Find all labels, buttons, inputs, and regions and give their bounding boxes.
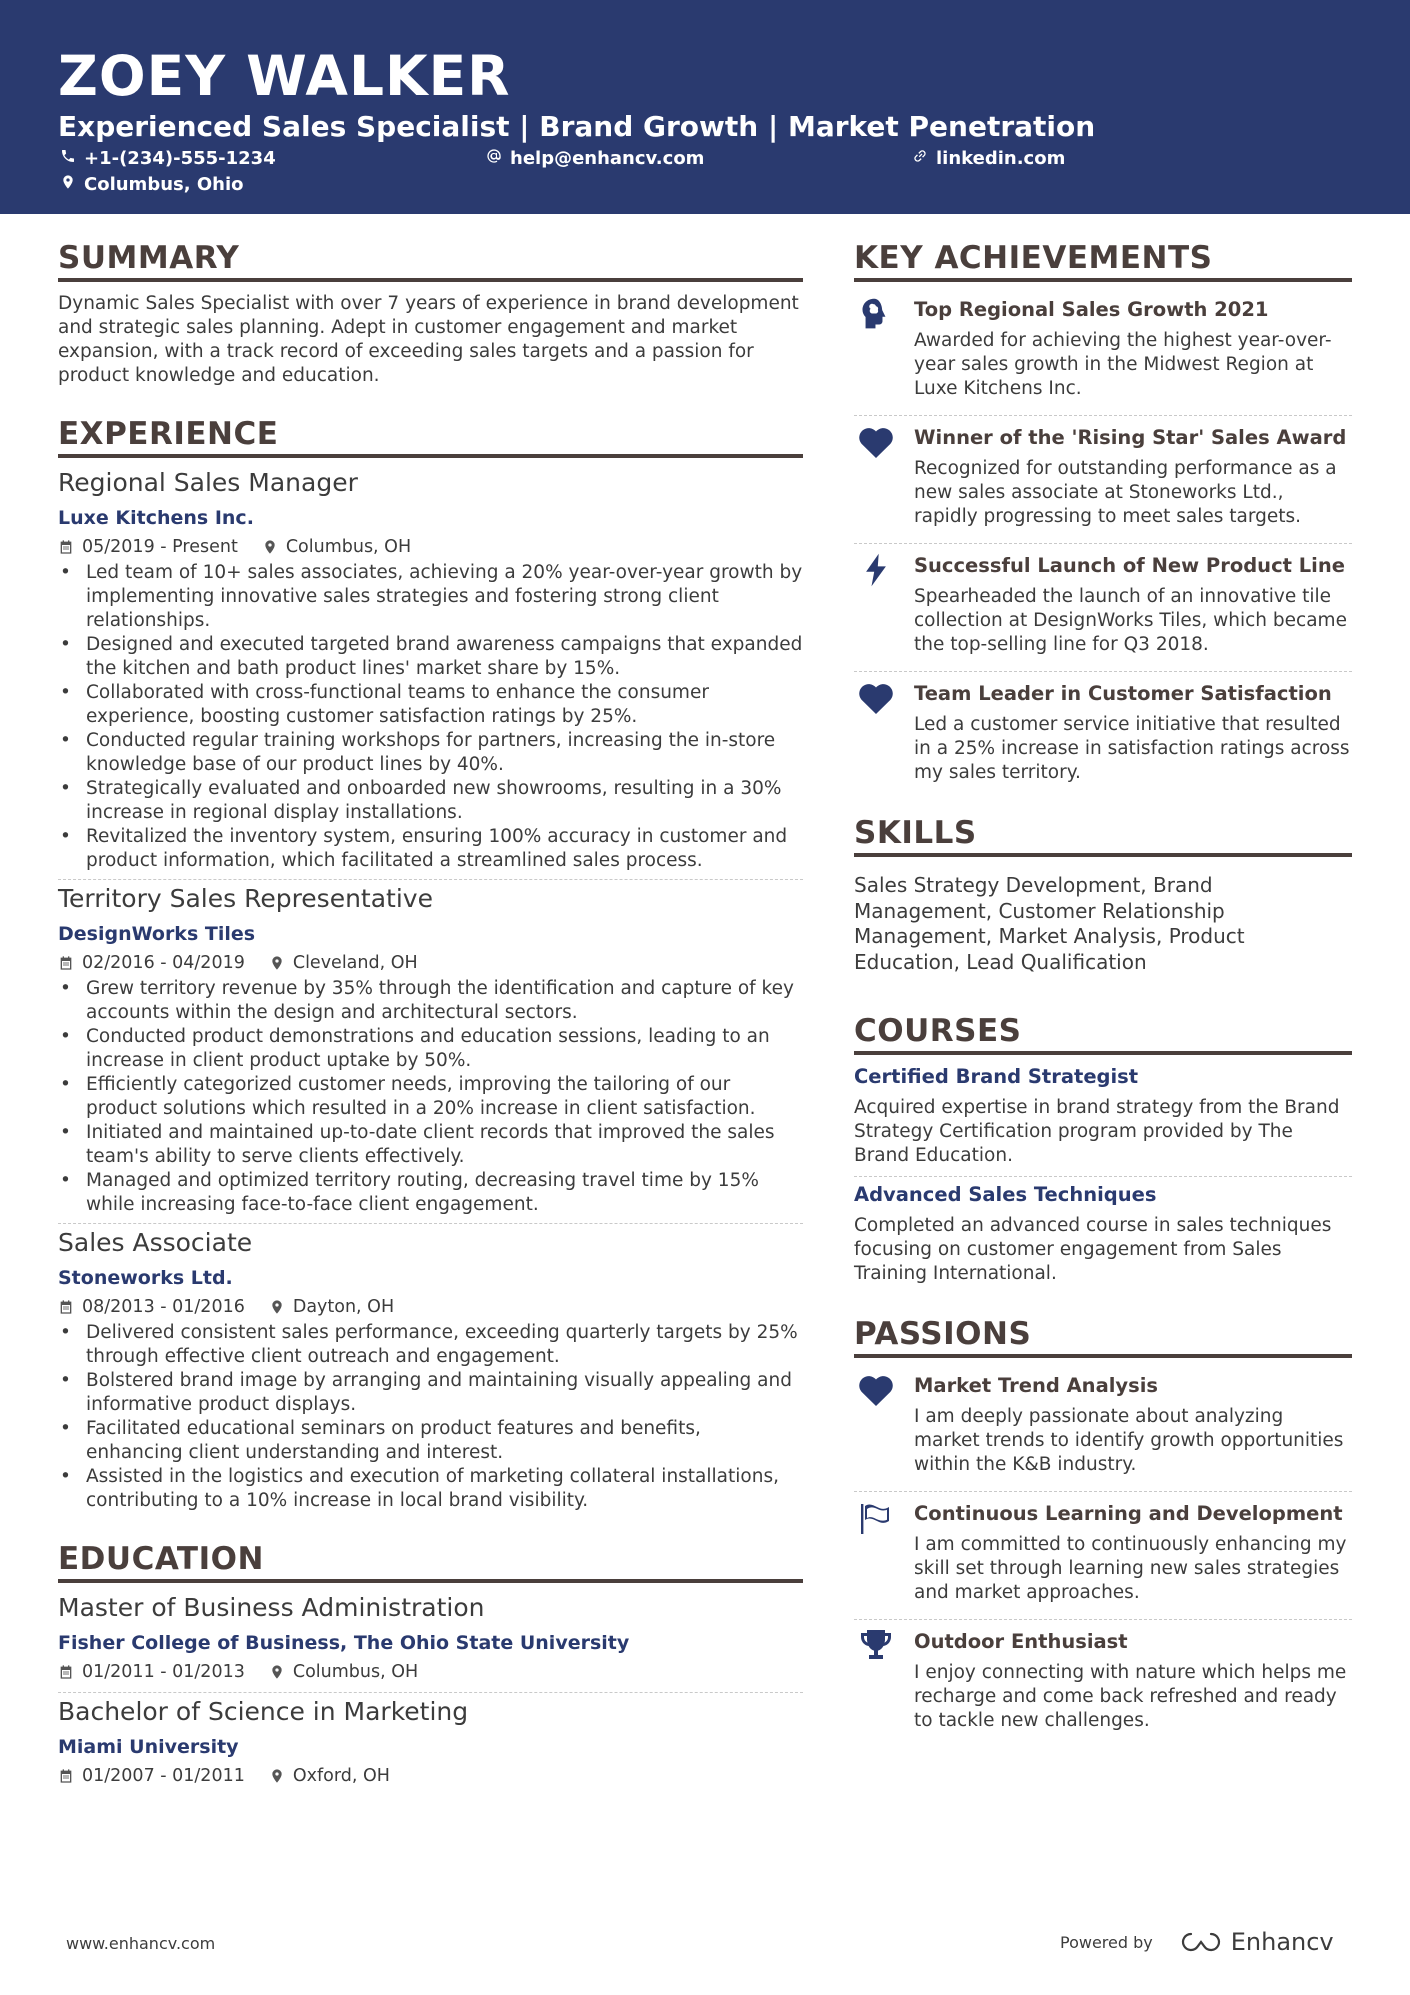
bullet-item: • Facilitated educational seminars on product features and benefits, enhancing client understanding and interest. <box>58 1417 803 1465</box>
company-name: Stoneworks Ltd. <box>58 1267 233 1289</box>
passion-text: I am deeply passionate about analyzing market trends to identify growth opportunities within the K&B industry. <box>914 1406 1344 1475</box>
passion-title: Outdoor Enthusiast <box>914 1630 1128 1653</box>
bullet-item: • Revitalized the inventory system, ensuring 100% accuracy in customer and product information, which facilitated a streamlined sales process. <box>58 825 803 873</box>
location-text: Columbus, Ohio <box>84 174 244 195</box>
achievement-text: Recognized for outstanding performance as a new sales associate at Stoneworks Ltd., rapidly progressing to meet sales targets. <box>914 458 1337 527</box>
calendar-icon <box>58 1299 74 1315</box>
passion-text: I am committed to continuously enhancing my skill set through learning new sales strategies and market approaches. <box>914 1534 1347 1603</box>
candidate-name: ZOEY WALKER <box>58 44 511 108</box>
right-column <box>854 240 1352 1741</box>
course-text: Acquired expertise in brand strategy from the Brand Strategy Certification program provided by The Brand Education. <box>854 1097 1340 1166</box>
company-name: DesignWorks Tiles <box>58 923 256 945</box>
passion-title: Market Trend Analysis <box>914 1374 1159 1397</box>
education-meta <box>58 1662 803 1682</box>
school-name: Fisher College of Business, The Ohio State University <box>58 1632 630 1654</box>
summary-text: Dynamic Sales Specialist with over 7 years of experience in brand development and strategic sales planning. Adept in customer engagement and market expansion, with a track record of exceeding sales targets and a passion for product knowledge and education. <box>58 293 799 386</box>
passion-text: I enjoy connecting with nature which helps me recharge and come back refreshed and ready to tackle new challenges. <box>914 1662 1347 1731</box>
entry-divider <box>854 1491 1352 1492</box>
job-bullets <box>58 1321 803 1513</box>
heart-icon <box>854 680 914 720</box>
contact-linkedin[interactable] <box>912 148 1065 169</box>
bullet-item: • Efficiently categorized customer needs, improving the tailoring of our product solutions which resulted in a 20% increase in client satisfaction. <box>58 1073 803 1121</box>
entry-divider <box>854 671 1352 672</box>
heart-icon <box>854 424 914 464</box>
bullet-item: • Designed and executed targeted brand awareness campaigns that expanded the kitchen and bath product lines' market share by 15%. <box>58 633 803 681</box>
passion-item <box>854 1496 1352 1613</box>
job-location: Dayton, OH <box>292 1297 395 1317</box>
education-location-wrap <box>269 1662 418 1682</box>
job-location-wrap <box>269 1297 394 1317</box>
candidate-title: Experienced Sales Specialist | Brand Growth | Market Penetration <box>58 110 1096 143</box>
job-dates: 08/2013 - 01/2016 <box>82 1297 245 1317</box>
entry-divider <box>854 1176 1352 1177</box>
entry-divider <box>854 415 1352 416</box>
course-text: Completed an advanced course in sales techniques focusing on customer engagement from Sales Training International. <box>854 1215 1332 1284</box>
school-name: Miami University <box>58 1736 239 1758</box>
achievement-item <box>854 292 1352 409</box>
location-pin-icon <box>269 1299 285 1315</box>
location-pin-icon <box>269 955 285 971</box>
education-location-wrap <box>269 1766 390 1786</box>
resume-header <box>0 0 1410 214</box>
experience-entry <box>58 884 803 1217</box>
link-icon <box>912 148 928 169</box>
job-title: Sales Associate <box>58 1228 253 1257</box>
entry-divider <box>854 543 1352 544</box>
bullet-item: • Assisted in the logistics and execution of marketing collateral installations, contributing to a 10% increase in local brand visibility. <box>58 1465 803 1513</box>
passions-heading: PASSIONS <box>854 1316 1352 1358</box>
phone-text: +1-(234)-555-1234 <box>84 148 276 169</box>
achievement-text: Led a customer service initiative that resulted in a 25% increase in satisfaction ratings across my sales territory. <box>914 714 1350 783</box>
calendar-icon <box>58 955 74 971</box>
achievement-item <box>854 420 1352 537</box>
job-meta <box>58 1297 803 1317</box>
degree-title: Master of Business Administration <box>58 1593 485 1622</box>
location-pin-icon <box>269 1768 285 1784</box>
entry-divider <box>58 879 803 880</box>
job-location: Columbus, OH <box>285 537 412 557</box>
heart-icon <box>854 1372 914 1412</box>
company-name: Luxe Kitchens Inc. <box>58 507 254 529</box>
bullet-item: • Managed and optimized territory routing, decreasing travel time by 15% while increasing face-to-face client engagement. <box>58 1169 803 1217</box>
achievement-text: Awarded for achieving the highest year-over-year sales growth in the Midwest Region at Luxe Kitchens Inc. <box>914 330 1332 399</box>
footer-website[interactable]: www.enhancv.com <box>66 1934 216 1953</box>
location-pin-icon <box>60 174 76 195</box>
course-title: Advanced Sales Techniques <box>854 1183 1157 1206</box>
degree-title: Bachelor of Science in Marketing <box>58 1697 469 1726</box>
location-pin-icon <box>262 539 278 555</box>
job-dates: 05/2019 - Present <box>82 537 238 557</box>
achievement-text: Spearheaded the launch of an innovative tile collection at DesignWorks Tiles, which became the top-selling line for Q3 2018. <box>914 586 1347 655</box>
job-location: Cleveland, OH <box>292 953 418 973</box>
flag-icon <box>854 1500 914 1540</box>
phone-icon <box>60 148 76 169</box>
powered-by-text: Powered by <box>1060 1932 1153 1952</box>
achievement-title: Team Leader in Customer Satisfaction <box>914 682 1332 705</box>
calendar-icon <box>58 1664 74 1680</box>
experience-heading: EXPERIENCE <box>58 416 803 458</box>
location-pin-icon <box>269 1664 285 1680</box>
enhancv-logo-icon <box>1179 1930 1223 1954</box>
experience-entry <box>58 1228 803 1513</box>
course-item <box>854 1065 1352 1168</box>
passion-title: Continuous Learning and Development <box>914 1502 1343 1525</box>
calendar-icon <box>58 1768 74 1784</box>
footer-branding <box>1060 1928 1334 1956</box>
course-item <box>854 1183 1352 1286</box>
education-location: Oxford, OH <box>292 1766 390 1786</box>
achievement-title: Top Regional Sales Growth 2021 <box>914 298 1269 321</box>
job-meta <box>58 537 803 557</box>
courses-heading: COURSES <box>854 1013 1352 1055</box>
entry-divider <box>58 1223 803 1224</box>
bullet-item: • Collaborated with cross-functional teams to enhance the consumer experience, boosting customer satisfaction ratings by 25%. <box>58 681 803 729</box>
entry-divider <box>58 1692 803 1693</box>
achievement-title: Winner of the 'Rising Star' Sales Award <box>914 426 1347 449</box>
entry-divider <box>854 1619 1352 1620</box>
lightning-icon <box>854 552 914 592</box>
summary-heading: SUMMARY <box>58 240 803 282</box>
contact-email[interactable] <box>486 148 704 169</box>
experience-entry <box>58 468 803 873</box>
job-meta <box>58 953 803 973</box>
at-icon <box>486 148 502 169</box>
education-heading: EDUCATION <box>58 1541 803 1583</box>
bullet-item: • Strategically evaluated and onboarded new showrooms, resulting in a 30% increase in regional display installations. <box>58 777 803 825</box>
skills-heading: SKILLS <box>854 815 1352 857</box>
job-location-wrap <box>262 537 411 557</box>
bullet-item: • Conducted regular training workshops for partners, increasing the in-store knowledge base of our product lines by 40%. <box>58 729 803 777</box>
education-dates: 01/2011 - 01/2013 <box>82 1662 245 1682</box>
education-dates: 01/2007 - 01/2011 <box>82 1766 245 1786</box>
bullet-item: • Bolstered brand image by arranging and maintaining visually appealing and informative product displays. <box>58 1369 803 1417</box>
email-text: help@enhancv.com <box>510 148 705 169</box>
calendar-icon <box>58 539 74 555</box>
bullet-item: • Conducted product demonstrations and education sessions, leading to an increase in client product uptake by 50%. <box>58 1025 803 1073</box>
job-location-wrap <box>269 953 418 973</box>
job-bullets <box>58 977 803 1217</box>
brain-head-icon <box>854 296 914 336</box>
contact-phone[interactable] <box>60 148 276 169</box>
passion-item <box>854 1368 1352 1485</box>
job-title: Regional Sales Manager <box>58 468 358 497</box>
course-title: Certified Brand Strategist <box>854 1065 1139 1088</box>
achievement-item <box>854 548 1352 665</box>
contact-location <box>60 174 244 195</box>
left-column <box>58 240 803 1786</box>
job-dates: 02/2016 - 04/2019 <box>82 953 245 973</box>
achievement-item <box>854 676 1352 793</box>
achievements-heading: KEY ACHIEVEMENTS <box>854 240 1352 282</box>
job-title: Territory Sales Representative <box>58 884 433 913</box>
bullet-item: • Initiated and maintained up-to-date client records that improved the sales team's ability to serve clients effectively. <box>58 1121 803 1169</box>
passion-item <box>854 1624 1352 1741</box>
skills-text: Sales Strategy Development, Brand Management, Customer Relationship Management, Market Analysis, Product Education, Lead Qualification <box>854 873 1245 974</box>
linkedin-text: linkedin.com <box>936 148 1066 169</box>
trophy-icon <box>854 1628 914 1668</box>
job-bullets <box>58 561 803 873</box>
enhancv-logo[interactable] <box>1179 1928 1334 1956</box>
education-entry <box>58 1593 803 1682</box>
education-location: Columbus, OH <box>292 1662 419 1682</box>
enhancv-brand-text: Enhancv <box>1230 1928 1334 1956</box>
achievement-title: Successful Launch of New Product Line <box>914 554 1345 577</box>
bullet-item: • Led team of 10+ sales associates, achieving a 20% year-over-year growth by implementing innovative sales strategies and fostering strong client relationships. <box>58 561 803 633</box>
bullet-item: • Grew territory revenue by 35% through the identification and capture of key accounts within the design and architectural sectors. <box>58 977 803 1025</box>
education-entry <box>58 1697 803 1786</box>
bullet-item: • Delivered consistent sales performance, exceeding quarterly targets by 25% through effective client outreach and engagement. <box>58 1321 803 1369</box>
education-meta <box>58 1766 803 1786</box>
